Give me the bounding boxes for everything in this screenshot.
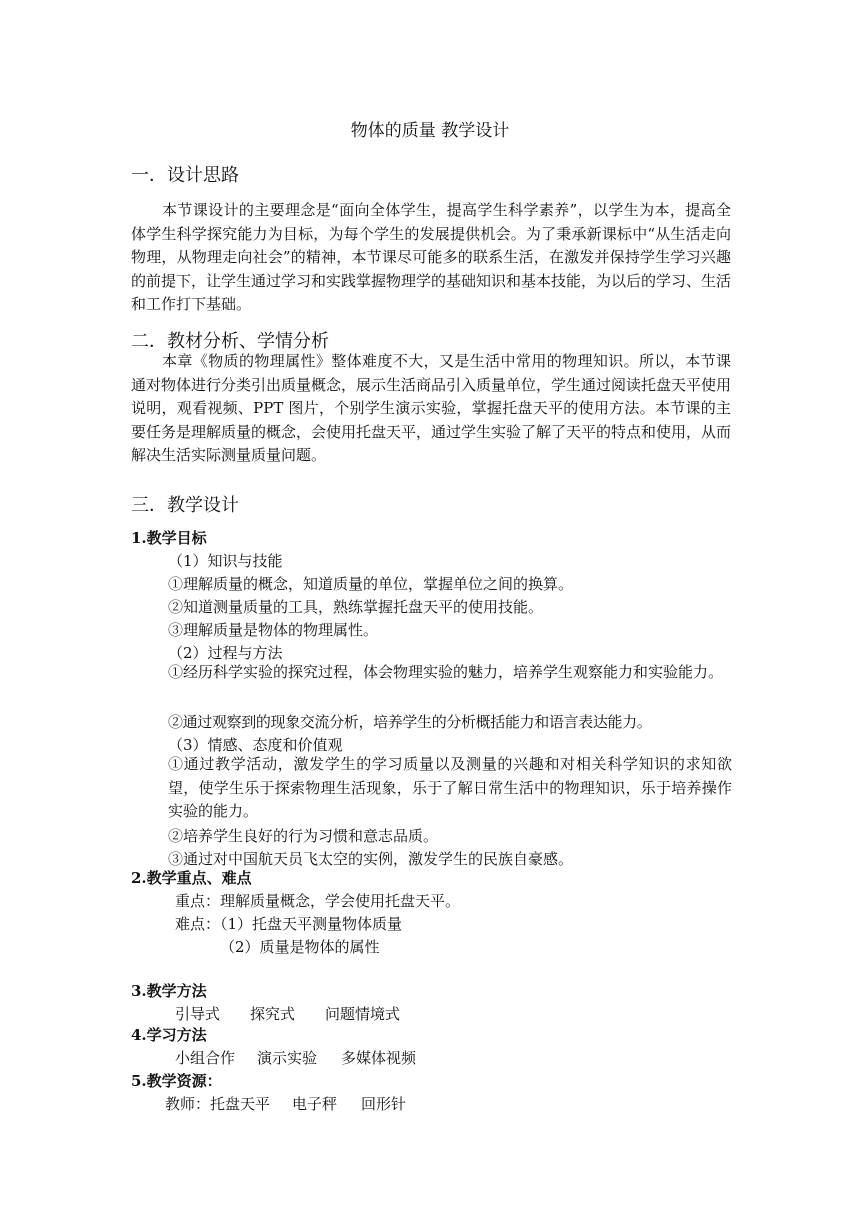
list-item: 探究式 (250, 1005, 296, 1023)
section-heading-teaching-design: 三．教学设计 (131, 495, 239, 516)
goal-emotion-item: ①通过教学活动，激发学生的学习质量以及测量的兴趣和对相关科学知识的求知欲望，使学生乐于探索物理生活现象，乐于了解日常生活中的物理知识，乐于培养操作实验的能力。 (168, 755, 732, 820)
section-heading-analysis: 二．教材分析、学情分析 (131, 331, 329, 352)
resources-label: 教师： (165, 1095, 211, 1113)
subheading-methods: 3.教学方法 (131, 982, 207, 1000)
goal-knowledge-item: ①理解质量的概念，知道质量的单位，掌握单位之间的换算。 (168, 575, 574, 593)
key-difficulty: （2）质量是物体的属性 (220, 938, 380, 956)
subheading-key-points: 2.教学重点、难点 (131, 869, 252, 887)
section-body-analysis: 本章《物质的物理属性》整体难度不大，又是生活中常用的物理知识。所以，本节课通对物体进行分类引出质量概念，展示生活商品引入质量单位，学生通过阅读托盘天平使用说明，观看视频、PPT 图片，个别学生演示实验，掌握托盘天平的使用方法。本节课的主要任务是理解质量的概念，会使用托盘天平，通过学生实验了解了天平的特点和使用，从而解决生活实际测量质量问题。 (131, 352, 732, 464)
list-item: 托盘天平 (210, 1095, 271, 1113)
subheading-learning: 4.学习方法 (131, 1026, 207, 1044)
list-item: 问题情境式 (325, 1005, 401, 1023)
key-focus: 重点：理解质量概念，学会使用托盘天平。 (175, 892, 461, 910)
list-item: 多媒体视频 (341, 1049, 417, 1067)
resources-list (165, 1093, 406, 1114)
section-body-design-idea: 本节课设计的主要理念是“面向全体学生，提高学生科学素养”，以学生为本，提高全体学生科学探究能力为目标，为每个学生的发展提供机会。为了秉承新课标中“从生活走向物理，从物理走向社会”的精神，本节课尽可能多的联系生活，在激发并保持学生学习兴趣的前提下，让学生通过学习和实践掌握物理学的基础知识和基本技能，为以后的学习、生活和工作打下基础。 (131, 201, 732, 313)
goal-knowledge-item: ③理解质量是物体的物理属性。 (168, 621, 379, 639)
list-item: 引导式 (175, 1005, 221, 1023)
list-item: 演示实验 (257, 1049, 318, 1067)
goal-process-item: ①经历科学实验的探究过程，体会物理实验的魅力，培养学生观察能力和实验能力。 (168, 663, 724, 681)
subheading-goals: 1.教学目标 (131, 529, 207, 547)
goal-knowledge-item: ②知道测量质量的工具，熟练掌握托盘天平的使用技能。 (168, 598, 544, 616)
goal-process-title: （2）过程与方法 (168, 644, 283, 662)
goal-emotion-title: （3）情感、态度和价值观 (168, 736, 343, 754)
goal-knowledge-title: （1）知识与技能 (168, 552, 283, 570)
list-item: 小组合作 (175, 1049, 236, 1067)
methods-list (175, 1003, 400, 1024)
list-item: 电子秤 (292, 1095, 338, 1113)
section-heading-design-idea: 一．设计思路 (131, 165, 239, 186)
learning-list (175, 1047, 416, 1068)
goal-emotion-item: ③通过对中国航天员飞太空的实例，激发学生的民族自豪感。 (168, 850, 574, 868)
list-item: 回形针 (361, 1095, 407, 1113)
page-title: 物体的质量 教学设计 (350, 121, 510, 141)
subheading-resources: 5.教学资源： (131, 1072, 222, 1090)
goal-emotion-item: ②培养学生良好的行为习惯和意志品质。 (168, 827, 439, 845)
key-difficulty: 难点：（1）托盘天平测量物体质量 (175, 915, 403, 933)
goal-process-item: ②通过观察到的现象交流分析，培养学生的分析概括能力和语言表达能力。 (168, 713, 652, 731)
